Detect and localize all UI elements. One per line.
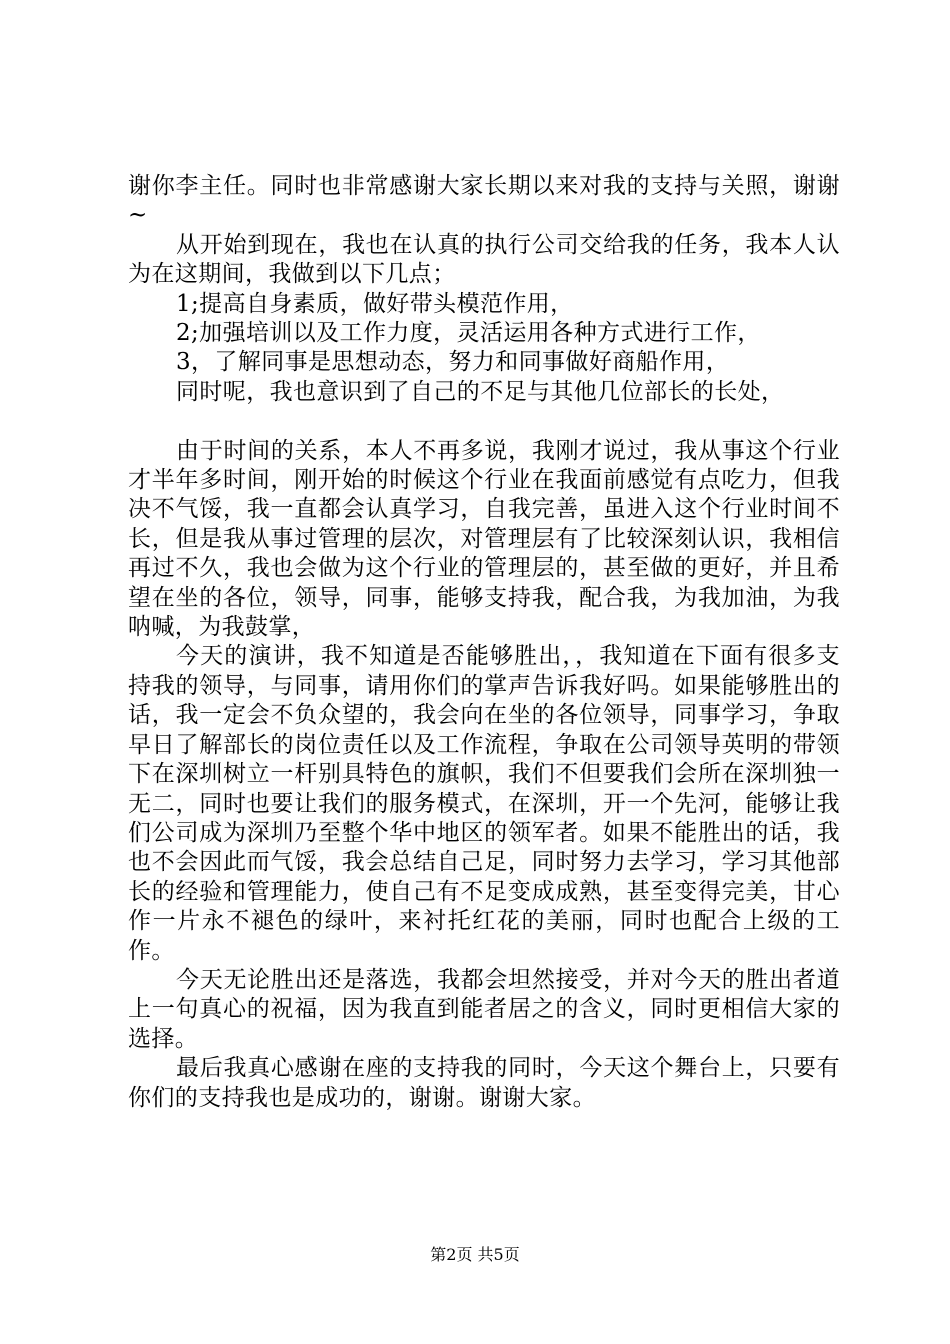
paragraph-intro: 从开始到现在，我也在认真的执行公司交给我的任务，我本人认为在这期间，我做到以下几点；: [128, 231, 840, 288]
paragraph-speech: 今天的演讲，我不知道是否能够胜出，，我知道在下面有很多支持我的领导，与同事，请用你们的掌声告诉我好吗。如果能够胜出的话，我一定会不负众望的，我会向在坐的各位领导，同事学习，争取早日了解部长的岗位责任以及工作流程，争取在公司领导英明的带领下在深圳树立一杆别具特色的旗帜，我们不但要我们会所在深圳独一无二，同时也要让我们的服务模式，在深圳，开一个先河，能够让我们公司成为深圳乃至整个华中地区的领军者。如果不能胜出的话，我也不会因此而气馁，我会总结自己足，同时努力去学习，学习其他部长的经验和管理能力，使自己有不足变成成熟，甚至变得完美，甘心作一片永不褪色的绿叶，来衬托红花的美丽，同时也配合上级的工作。: [128, 643, 840, 964]
page-number-footer: 第2页 共5页: [430, 1245, 520, 1264]
document-body: [128, 172, 840, 1113]
paragraph-outcome: 今天无论胜出还是落选，我都会坦然接受，并对今天的胜出者道上一句真心的祝福，因为我直到能者居之的含义，同时更相信大家的选择。: [128, 966, 840, 1052]
paragraph-thanks: 谢你李主任。同时也非常感谢大家长期以来对我的支持与关照，谢谢~: [128, 173, 840, 229]
paragraph-shortcomings: 同时呢，我也意识到了自己的不足与其他几位部长的长处，: [176, 378, 785, 405]
paragraph-closing: 最后我真心感谢在座的支持我的同时，今天这个舞台上，只要有你们的支持我也是成功的，谢谢。谢谢大家。: [128, 1055, 840, 1111]
paragraph-experience: 由于时间的关系，本人不再多说，我刚才说过，我从事这个行业才半年多时间，刚开始的时候这个行业在我面前感觉有点吃力，但我决不气馁，我一直都会认真学习，自我完善，虽进入这个行业时间不长，但是我从事过管理的层次，对管理层有了比较深刻认识，我相信再过不久，我也会做为这个行业的管理层的，甚至做的更好，并且希望在坐的各位，领导，同事，能够支持我，配合我，为我加油，为我呐喊，为我鼓掌，: [128, 437, 840, 641]
blank-line: [128, 407, 840, 436]
list-item-2: 2;加强培训以及工作力度，灵活运用各种方式进行工作，: [176, 320, 761, 347]
list-item-1: 1;提高自身素质，做好带头模范作用，: [176, 290, 574, 317]
list-item-3: 3，了解同事是思想动态，努力和同事做好商船作用，: [176, 349, 730, 376]
